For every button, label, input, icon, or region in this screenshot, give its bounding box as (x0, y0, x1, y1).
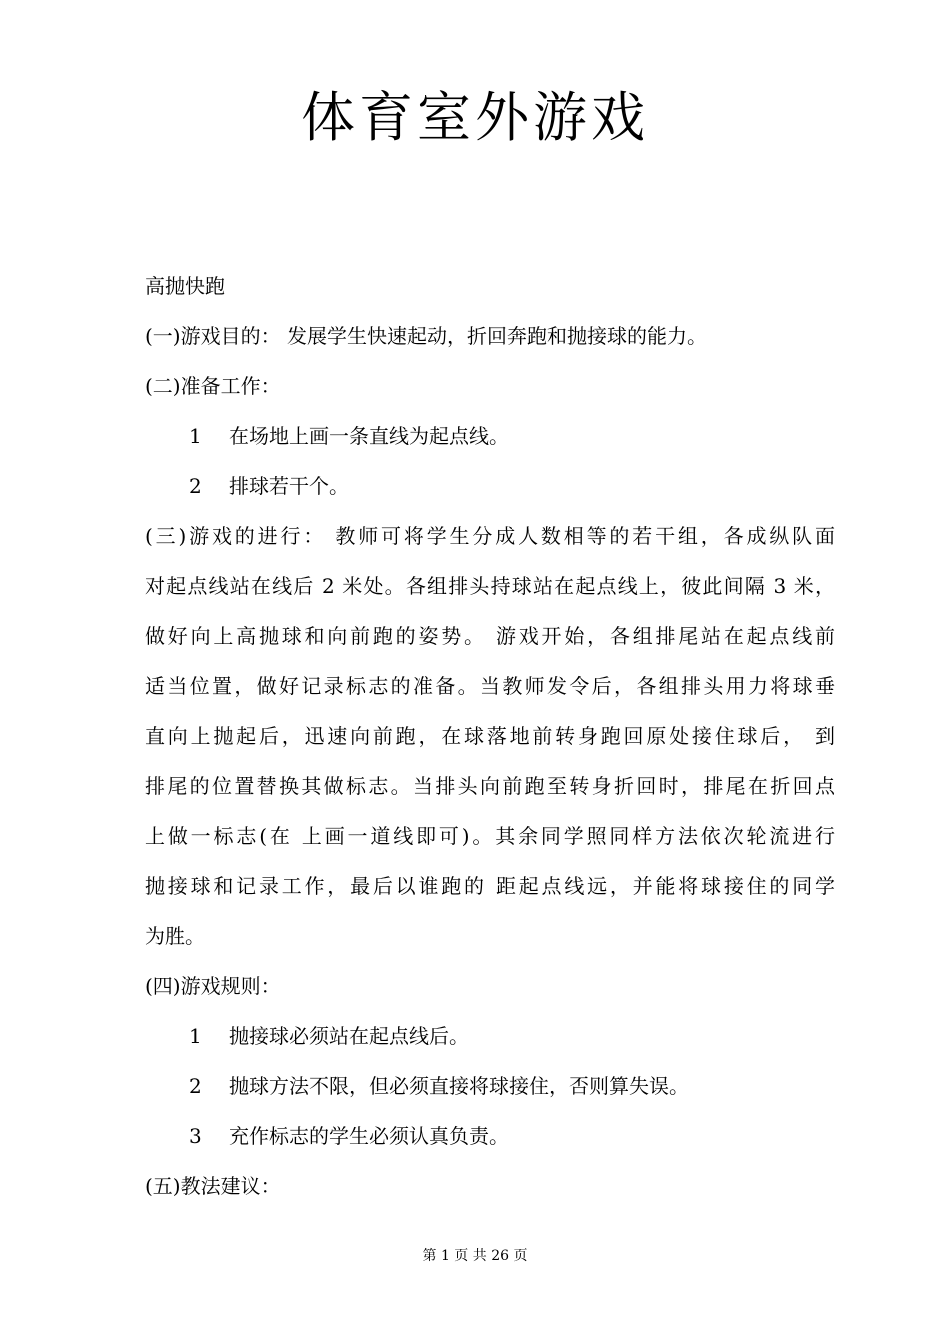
rules-item (145, 1011, 835, 1061)
paragraph-line: 对起点线站在线后 2 米处。各组排头持球站在起点线上，彼此间隔 3 米， (145, 574, 835, 598)
list-number: 3 (189, 1124, 202, 1148)
paragraph-line: 抛接球和记录工作，最后以谁跑的 距起点线远，并能将球接住的同学 (145, 874, 835, 898)
document-title: 体育室外游戏 (301, 86, 649, 149)
section-heading: 高抛快跑 (145, 274, 225, 298)
rules-item (145, 1061, 835, 1111)
page-footer: 第 1 页 共 26 页 (422, 1248, 528, 1264)
rules-heading: (四)游戏规则： (145, 974, 281, 998)
list-text: 抛球方法不限，但必须直接将球接住，否则算失误。 (229, 1074, 689, 1098)
procedure-paragraph (145, 511, 835, 961)
paragraph-line: 适当位置，做好记录标志的准备。当教师发令后，各组排头用力将球垂 (145, 674, 835, 698)
list-number: 1 (189, 1024, 202, 1048)
paragraph-line: 直向上抛起后，迅速向前跑，在球落地前转身跑回原处接住球后， 到 (145, 724, 835, 748)
teaching-heading: (五)教法建议： (145, 1174, 281, 1198)
list-number: 2 (189, 1074, 202, 1098)
list-text: 充作标志的学生必须认真负责。 (229, 1124, 509, 1148)
document-body (145, 261, 835, 1211)
paragraph-line: 为胜。 (145, 924, 205, 948)
list-number: 1 (189, 424, 202, 448)
purpose-paragraph: (一)游戏目的： 发展学生快速起动，折回奔跑和抛接球的能力。 (145, 324, 707, 348)
preparation-item (145, 461, 835, 511)
list-text: 排球若干个。 (229, 474, 349, 498)
paragraph-line: 上做一标志(在 上画一道线即可)。其余同学照同样方法依次轮流进行 (145, 824, 835, 848)
list-number: 2 (189, 474, 202, 498)
preparation-item (145, 411, 835, 461)
preparation-heading: (二)准备工作： (145, 374, 281, 398)
list-text: 抛接球必须站在起点线后。 (229, 1024, 469, 1048)
paragraph-line: 排尾的位置替换其做标志。当排头向前跑至转身折回时，排尾在折回点 (145, 774, 835, 798)
list-text: 在场地上画一条直线为起点线。 (229, 424, 509, 448)
rules-item (145, 1111, 835, 1161)
paragraph-line: (三)游戏的进行： 教师可将学生分成人数相等的若干组，各成纵队面 (145, 524, 835, 548)
paragraph-line: 做好向上高抛球和向前跑的姿势。 游戏开始，各组排尾站在起点线前 (145, 624, 835, 648)
